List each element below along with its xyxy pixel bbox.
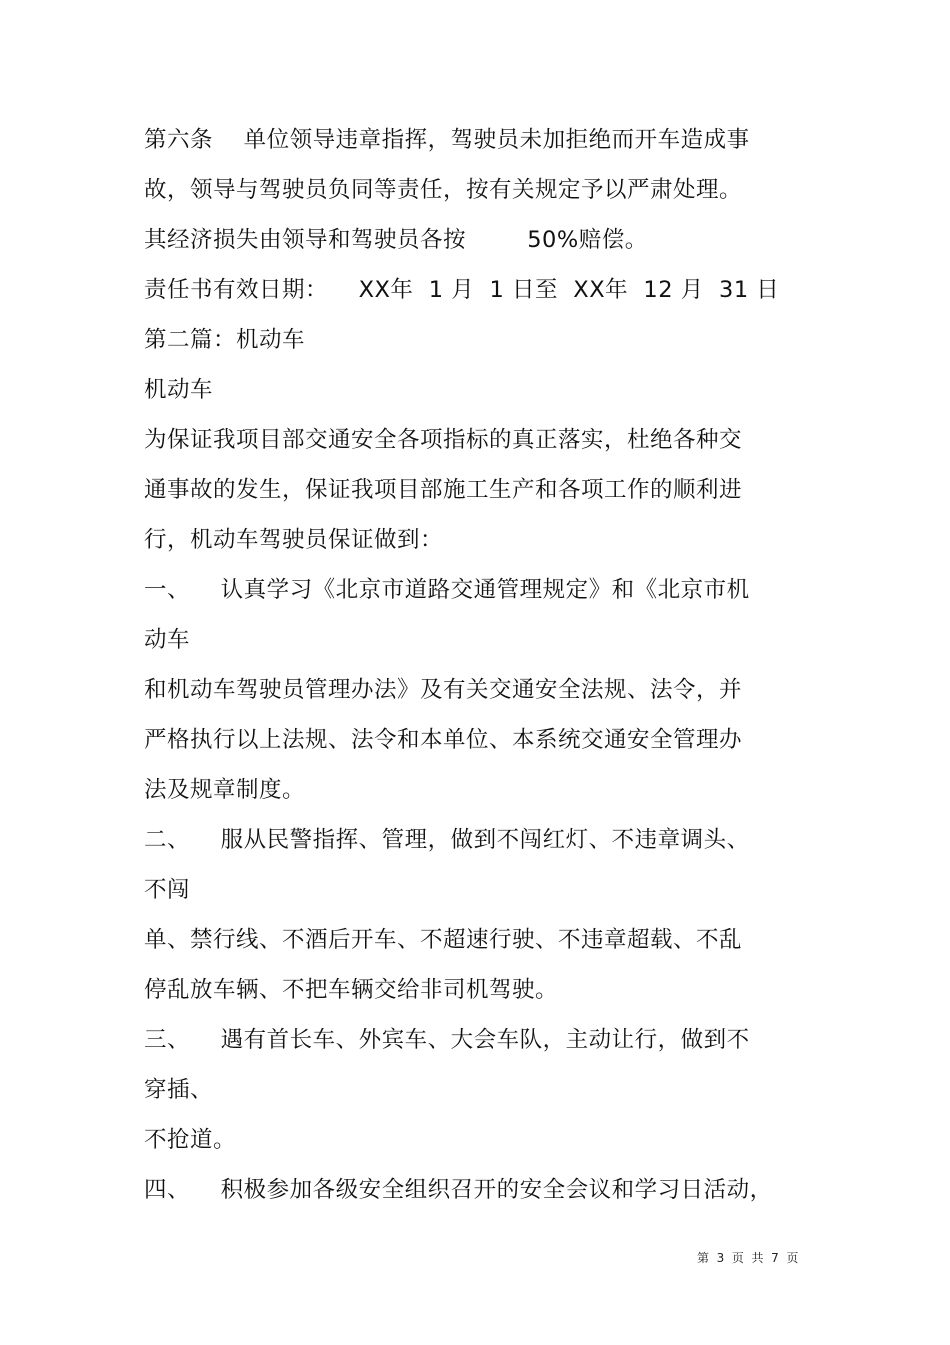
text-line: 和机动车驾驶员管理办法》及有关交通安全法规、法令，并 bbox=[144, 677, 743, 703]
text-line: 行，机动车驾驶员保证做到： bbox=[144, 527, 444, 553]
text-line: 第六条 单位领导违章指挥，驾驶员未加拒绝而开车造成事 bbox=[144, 127, 750, 153]
text-line: 其经济损失由领导和驾驶员各按 50%赔偿。 bbox=[144, 227, 648, 253]
text-line: 通事故的发生，保证我项目部施工生产和各项工作的顺利进 bbox=[144, 477, 743, 503]
text-line: 故，领导与驾驶员负同等责任，按有关规定予以严肃处理。 bbox=[144, 177, 743, 203]
list-item-3: 三、 遇有首长车、外宾车、大会车队，主动让行，做到不 bbox=[144, 1027, 750, 1053]
text-line: 责任书有效日期： XX年 1 月 1 日至 XX年 12 月 31 日 bbox=[144, 277, 780, 303]
list-item-1: 一、 认真学习《北京市道路交通管理规定》和《北京市机 bbox=[144, 577, 750, 603]
page-footer: 第 3 页 共 7 页 bbox=[697, 1251, 799, 1265]
list-item-2: 二、 服从民警指挥、管理，做到不闯红灯、不违章调头、 bbox=[144, 827, 750, 853]
section-heading: 第二篇：机动车 bbox=[144, 327, 306, 353]
text-line: 为保证我项目部交通安全各项指标的真正落实，杜绝各种交 bbox=[144, 427, 743, 453]
text-line: 严格执行以上法规、法令和本单位、本系统交通安全管理办 bbox=[144, 727, 743, 753]
text-line: 不抢道。 bbox=[144, 1127, 237, 1153]
text-line: 动车 bbox=[144, 627, 191, 653]
text-line: 停乱放车辆、不把车辆交给非司机驾驶。 bbox=[144, 977, 559, 1003]
section-title: 机动车 bbox=[144, 377, 214, 403]
text-line: 法及规章制度。 bbox=[144, 777, 306, 803]
text-line: 穿插、 bbox=[144, 1077, 214, 1103]
text-line: 单、禁行线、不酒后开车、不超速行驶、不违章超载、不乱 bbox=[144, 927, 743, 953]
text-line: 不闯 bbox=[144, 877, 191, 903]
list-item-4: 四、 积极参加各级安全组织召开的安全会议和学习日活动， bbox=[144, 1177, 773, 1203]
